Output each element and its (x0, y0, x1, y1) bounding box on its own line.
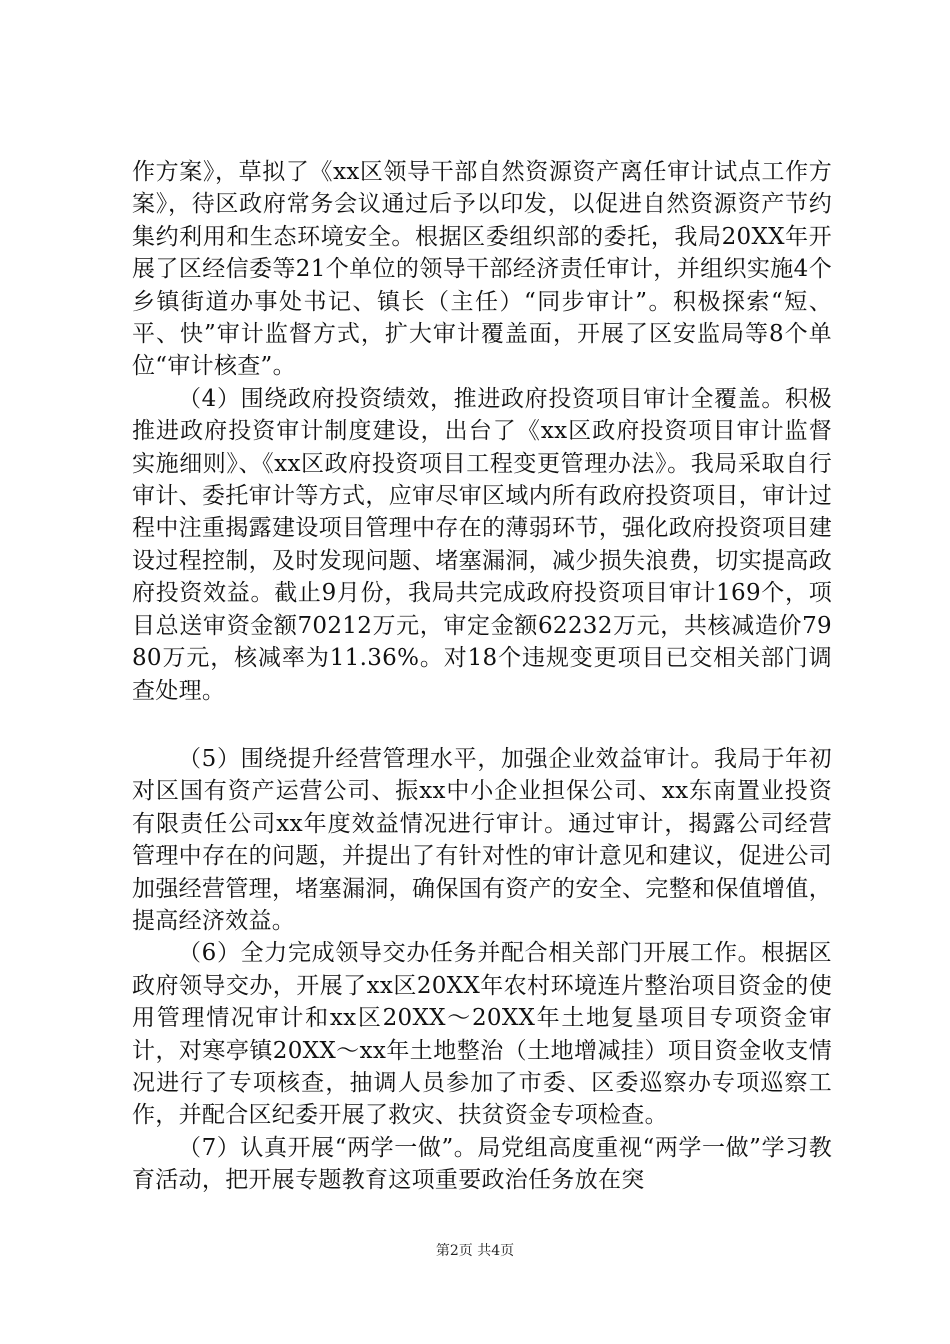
document-body (132, 156, 832, 1197)
paragraph-item-7: （7）认真开展“两学一做”。局党组高度重视“两学一做”学习教育活动，把开展专题教育这项重要政治任务放在突 (132, 1134, 832, 1194)
paragraph-item-4: （4）围绕政府投资绩效，推进政府投资项目审计全覆盖。积极推进政府投资审计制度建设，出台了《xx区政府投资项目审计监督实施细则》、《xx区政府投资项目工程变更管理办法》。我局采取自行审计、委托审计等方式，应审尽审区域内所有政府投资项目，审计过程中注重揭露建设项目管理中存在的薄弱环节，强化政府投资项目建设过程控制，及时发现问题、堵塞漏洞，减少损失浪费，切实提高政府投资效益。截止9月份，我局共完成政府投资项目审计169个，项目总送审资金额70212万元，审定金额62232万元，共核减造价7980万元，核减率为11.36%。对18个违规变更项目已交相关部门调查处理。 (132, 385, 832, 704)
page-number: 第2页 共4页 (435, 1243, 515, 1259)
paragraph-item-6: （6）全力完成领导交办任务并配合相关部门开展工作。根据区政府领导交办，开展了xx区20XX年农村环境连片整治项目资金的使用管理情况审计和xx区20XX～20XX年土地复垦项目专项资金审计，对寒亭镇20XX～xx年土地整治（土地增减挂）项目资金收支情况进行了专项核查，抽调人员参加了市委、区委巡察办专项巡察工作，并配合区纪委开展了救灾、扶贫资金专项检查。 (132, 940, 832, 1129)
page-footer (0, 1240, 950, 1260)
paragraph-item-5: （5）围绕提升经营管理水平，加强企业效益审计。我局于年初对区国有资产运营公司、振xx中小企业担保公司、xx东南置业投资有限责任公司xx年度效益情况进行审计。通过审计，揭露公司经营管理中存在的问题，并提出了有针对性的审计意见和建议，促进公司加强经营管理，堵塞漏洞，确保国有资产的安全、完整和保值增值，提高经济效益。 (132, 745, 832, 934)
paragraph-continuation: 作方案》，草拟了《xx区领导干部自然资源资产离任审计试点工作方案》，待区政府常务会议通过后予以印发，以促进自然资源资产节约集约利用和生态环境安全。根据区委组织部的委托，我局20XX年开展了区经信委等21个单位的领导干部经济责任审计，并组织实施4个乡镇街道办事处书记、镇长（主任）“同步审计”。积极探索“短、平、快”审计监督方式，扩大审计覆盖面，开展了区安监局等8个单位“审计核查”。 (132, 159, 832, 380)
